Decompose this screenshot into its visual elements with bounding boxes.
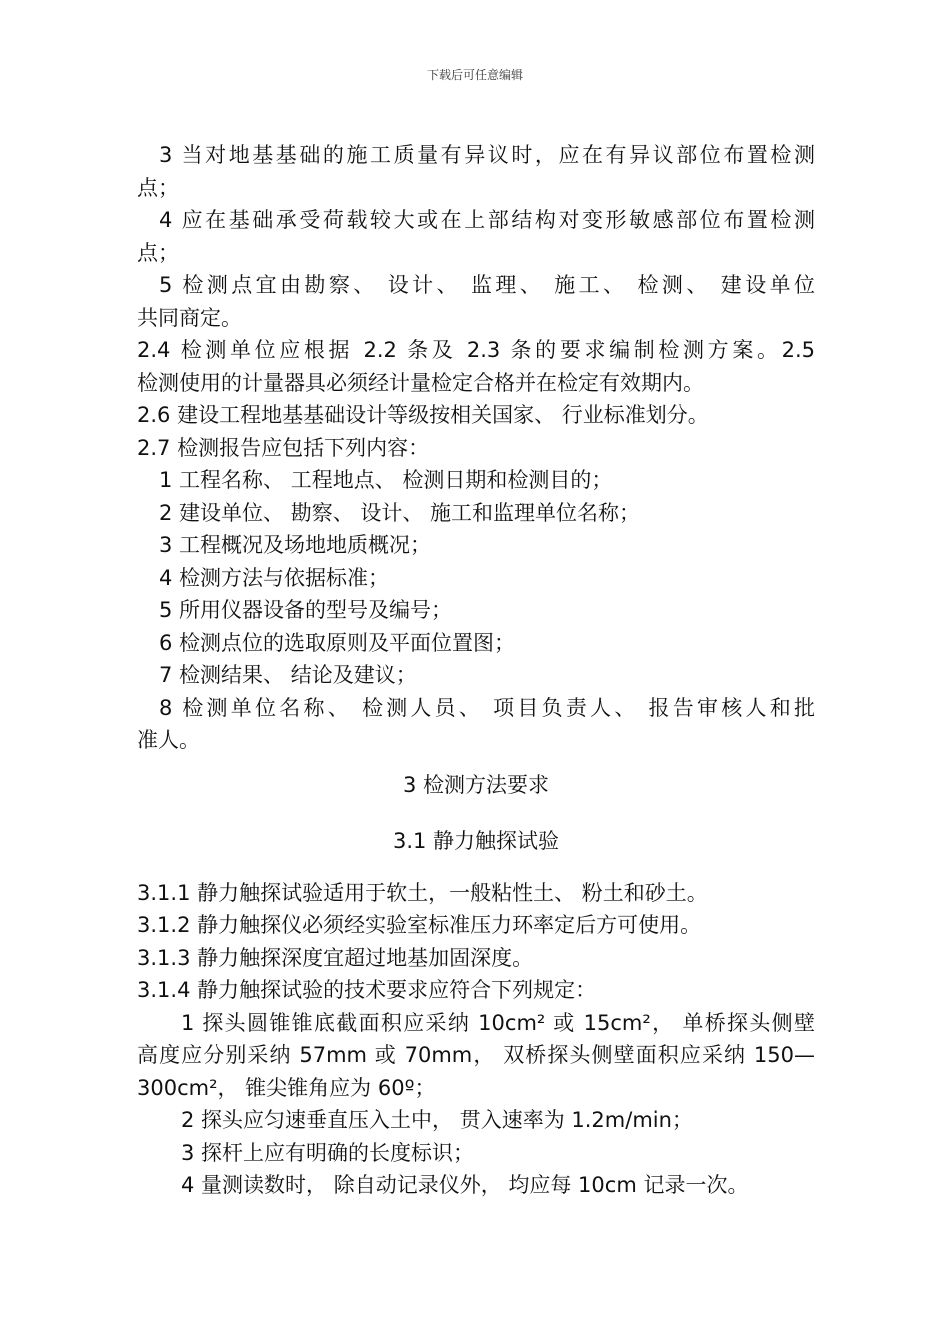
list-item: 2 探头应匀速垂直压入土中， 贯入速率为 1.2m/min； [181, 1108, 693, 1132]
text-line: 3.1.3 静力触探深度宜超过地基加固深度。 [137, 945, 534, 970]
text-line: 高度应分别采纳 57mm 或 70mm， 双桥探头侧壁面积应采纳 150— [137, 1043, 815, 1067]
spacer [137, 869, 815, 877]
text-line: 准人。 [137, 728, 200, 752]
list-item: 1 探头圆锥锥底截面积应采纳 10cm² 或 15cm²， 单桥探头侧壁 [181, 1010, 815, 1035]
text-line: 300cm²， 锥尖锥角应为 60º； [137, 1075, 436, 1100]
text-line: 3.1.2 静力触探仪必须经实验室标准压力环率定后方可使用。 [137, 913, 702, 937]
text-line: 5 检测点宜由勘察、 设计、 监理、 施工、 检测、 建设单位 [159, 273, 815, 297]
list-item: 3 探杆上应有明确的长度标识； [181, 1140, 475, 1165]
text-line: 2.7 检测报告应包括下列内容： [137, 435, 430, 460]
text-line: 点； [137, 175, 179, 200]
list-item: 6 检测点位的选取原则及平面位置图； [159, 630, 516, 655]
list-item: 8 检测单位名称、 检测人员、 项目负责人、 报告审核人和批 [159, 695, 815, 720]
text-line: 点； [137, 240, 179, 265]
list-item: 3 工程概况及场地地质概况； [159, 533, 432, 557]
text-line: 2.6 建设工程地基基础设计等级按相关国家、 行业标准划分。 [137, 403, 709, 427]
list-item: 4 检测方法与依据标准； [159, 565, 390, 590]
page-header: 下载后可任意编辑 [426, 68, 523, 82]
text-line: 检测使用的计量器具必须经计量检定合格并在检定有效期内。 [137, 370, 704, 395]
document-body [137, 139, 815, 1202]
section-heading: 3.1 静力触探试验 [392, 828, 560, 853]
text-line: 4 应在基础承受荷载较大或在上部结构对变形敏感部位布置检测 [159, 208, 815, 232]
text-line: 2.4 检测单位应根据 2.2 条及 2.3 条的要求编制检测方案。2.5 [137, 338, 815, 362]
text-line: 3.1.1 静力触探试验适用于软土，一般粘性土、 粉土和砂土。 [137, 880, 708, 905]
text-line: 3 当对地基基础的施工质量有异议时，应在有异议部位布置检测 [159, 143, 815, 167]
text-line: 3.1.4 静力触探试验的技术要求应符合下列规定： [137, 978, 597, 1002]
list-item: 1 工程名称、 工程地点、 检测日期和检测目的； [159, 468, 613, 492]
list-item: 2 建设单位、 勘察、 设计、 施工和监理单位名称； [159, 500, 641, 525]
list-item: 7 检测结果、 结论及建议； [159, 663, 417, 687]
list-item: 4 量测读数时， 除自动记录仪外， 均应每 10cm 记录一次。 [181, 1173, 749, 1197]
chapter-heading: 3 检测方法要求 [402, 772, 550, 797]
list-item: 5 所用仪器设备的型号及编号； [159, 598, 453, 622]
text-line: 共同商定。 [137, 305, 242, 330]
